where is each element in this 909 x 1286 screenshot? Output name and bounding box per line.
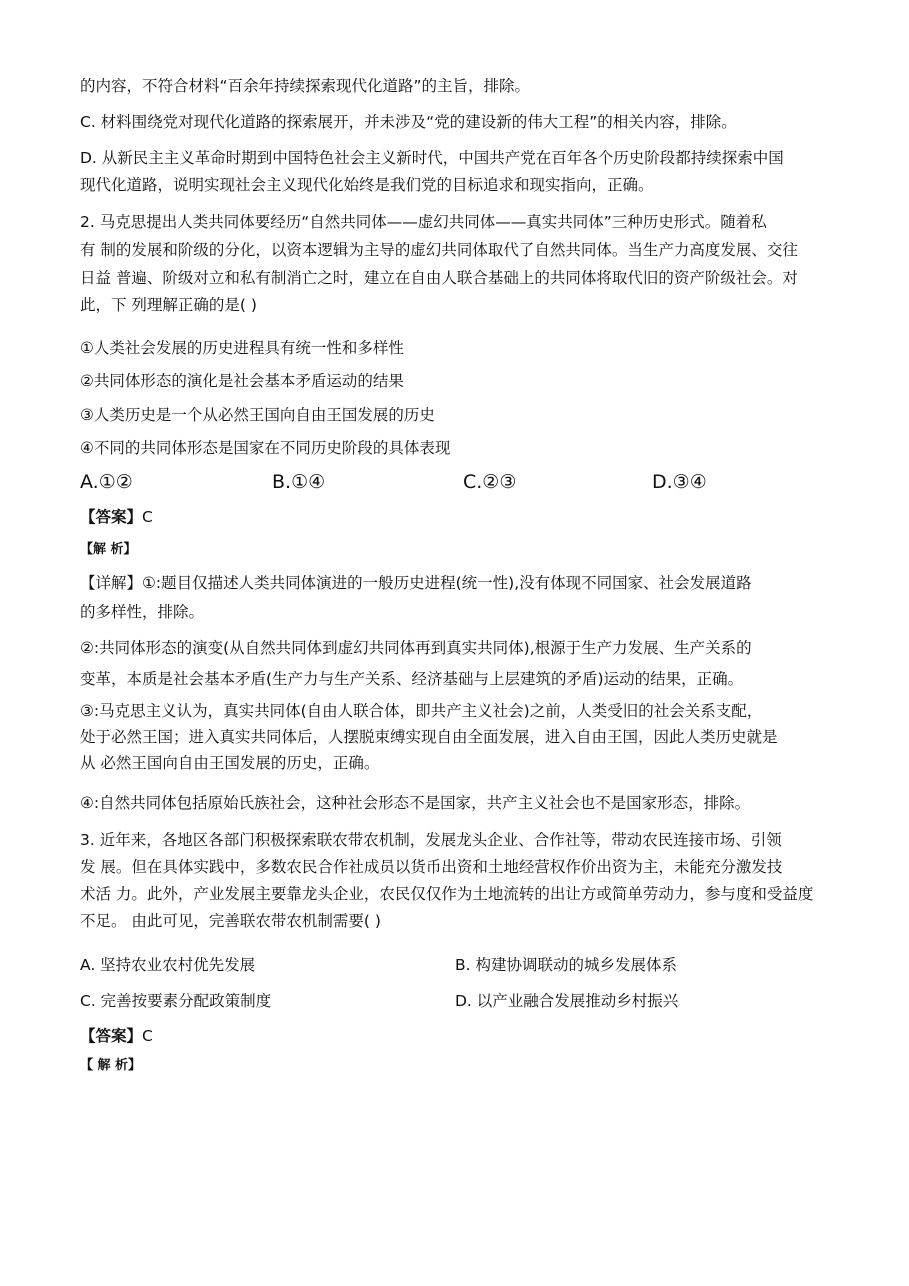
text-line: 发 展。但在具体实践中，多数农民合作社成员以货币出资和土地经营权作价出资为主，未能充分激发技 [80, 858, 783, 876]
statement-4: ④不同的共同体形态是国家在不同历史阶段的具体表现 [80, 439, 451, 457]
text-line: 现代化道路，说明实现社会主义现代化始终是我们党的目标追求和现实指向，正确。 [80, 176, 654, 194]
statement-1: ①人类社会发展的历史进程具有统一性和多样性 [80, 339, 404, 357]
question-2-stem: 2. 马克思提出人类共同体要经历“自然共同体——虚幻共同体——真实共同体”三种历史形式。随着私 [80, 213, 767, 231]
answer-value: C [142, 1027, 153, 1045]
detail-line: 变革，本质是社会基本矛盾(生产力与生产关系、经济基础与上层建筑的矛盾)运动的结果，正确。 [80, 670, 744, 688]
q3-option-a: A. 坚持农业农村优先发展 [80, 956, 256, 974]
text-line: 有 制的发展和阶级的分化，以资本逻辑为主导的虚幻共同体取代了自然共同体。当生产力高度发展、交往 [80, 241, 798, 259]
text-line: 的内容，不符合材料“百余年持续探索现代化道路”的主旨，排除。 [80, 77, 531, 95]
q3-option-b: B. 构建协调联动的城乡发展体系 [455, 956, 677, 974]
answer-value: C [142, 508, 153, 526]
detail-line: ③:马克思主义认为，真实共同体(自由人联合体，即共产主义社会)之前，人类受旧的社会关系支配， [80, 702, 763, 720]
option-c-explanation: C. 材料围绕党对现代化道路的探索展开，并未涉及“党的建设新的伟大工程”的相关内容，排除。 [80, 113, 737, 131]
detail-line: ②:共同体形态的演变(从自然共同体到虚幻共同体再到真实共同体),根源于生产力发展、生产关系的 [80, 639, 752, 657]
text-line: 此，下 列理解正确的是( ) [80, 296, 257, 314]
statement-2: ②共同体形态的演化是社会基本矛盾运动的结果 [80, 372, 404, 390]
text-line: 不足。 由此可见，完善联农带农机制需要( ) [80, 912, 381, 930]
q3-analysis-label: 【 解 析】 [80, 1058, 142, 1073]
detail-line: 从 必然王国向自由王国发展的历史，正确。 [80, 754, 380, 772]
answer-label: 【答案】 [80, 508, 143, 526]
q3-option-d: D. 以产业融合发展推动乡村振兴 [455, 992, 679, 1010]
q2-option-d: D.③④ [652, 471, 707, 493]
q2-option-a: A.①② [80, 471, 133, 493]
q2-analysis-label: 【解 析】 [80, 542, 137, 557]
q3-answer [80, 1026, 153, 1046]
question-3-stem: 3. 近年来，各地区各部门积极探索联农带农机制，发展龙头企业、合作社等，带动农民连接市场、引领 [80, 831, 782, 849]
detail-line: 【详解】①:题目仅描述人类共同体演进的一般历史进程(统一性),没有体现不同国家、社会发展道路 [80, 574, 752, 592]
statement-3: ③人类历史是一个从必然王国向自由王国发展的历史 [80, 406, 435, 424]
q2-option-b: B.①④ [272, 471, 326, 493]
detail-line: 处于必然王国；进入真实共同体后，人摆脱束缚实现自由全面发展，进入自由王国，因此人类历史就是 [80, 728, 778, 746]
q2-option-c: C.②③ [463, 471, 517, 493]
detail-line: ④:自然共同体包括原始氏族社会，这种社会形态不是国家，共产主义社会也不是国家形态，排除。 [80, 794, 751, 812]
text-line: 术活 力。此外，产业发展主要靠龙头企业，农民仅仅作为土地流转的出让方或简单劳动力，参与度和受益度 [80, 885, 814, 903]
option-d-explanation: D. 从新民主主义革命时期到中国特色社会主义新时代，中国共产党在百年各个历史阶段都持续探索中国 [80, 149, 784, 167]
q3-option-c: C. 完善按要素分配政策制度 [80, 992, 272, 1010]
text-line: 日益 普遍、阶级对立和私有制消亡之时，建立在自由人联合基础上的共同体将取代旧的资产阶级社会。对 [80, 269, 798, 287]
answer-label: 【答案】 [80, 1027, 143, 1045]
q2-answer [80, 507, 153, 527]
detail-line: 的多样性，排除。 [80, 603, 205, 621]
